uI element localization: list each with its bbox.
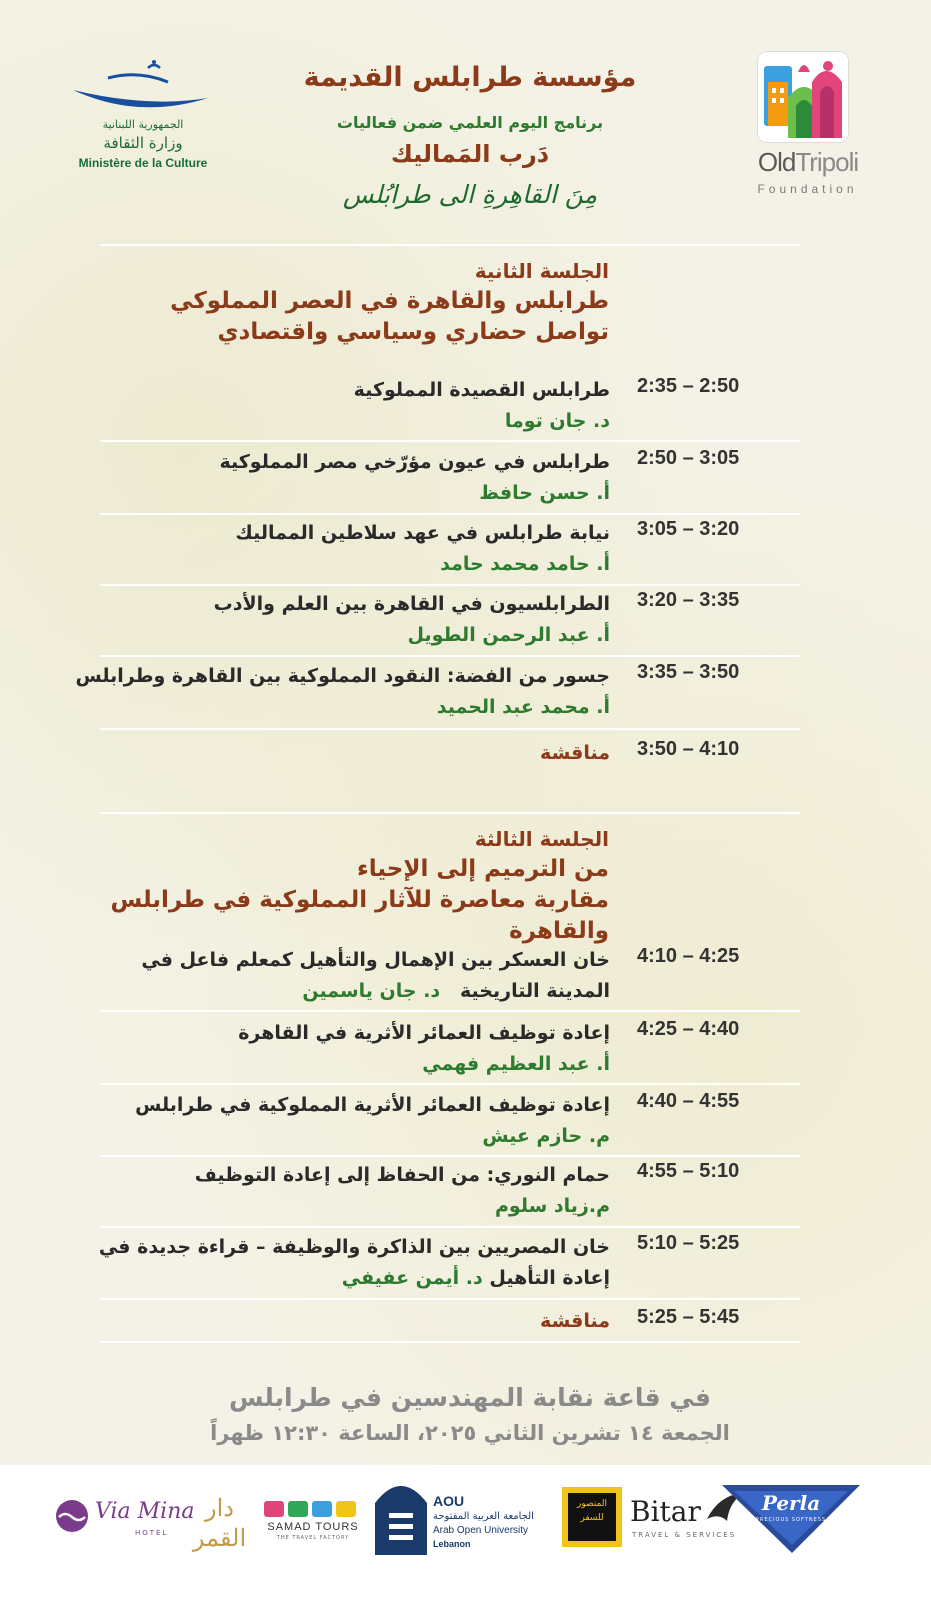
time-slot: 3:20 – 3:35	[637, 589, 740, 611]
aou-logo	[375, 1473, 555, 1563]
foundation-subtitle: Foundation	[757, 182, 858, 196]
ministry-logo	[68, 60, 218, 180]
bitar-sub: TRAVEL & SERVICES	[632, 1531, 737, 1539]
speaker-name: د. جان ياسمين	[302, 980, 441, 1002]
speaker-name: أ. عبد العظيم فهمي	[422, 1053, 610, 1075]
divider	[100, 513, 800, 515]
foundation-name-tripoli: Tripoli	[795, 147, 859, 177]
perla-sub: PRECIOUS SOFTNESS	[755, 1517, 827, 1523]
speaker-name: أ. عبد الرحمن الطويل	[407, 624, 610, 646]
talk-title-text: الطرابلسيون في القاهرة بين العلم والأدب	[213, 593, 610, 615]
ministry-arabic-name: وزارة الثقافة	[103, 134, 183, 152]
session-3-title-line2: مقاربة معاصرة للآثار المملوكية في طرابلس والقاهرة	[110, 887, 609, 944]
talk-title-text: طرابلس في عيون مؤرّخي مصر المملوكية	[219, 451, 610, 473]
page-subtitle: برنامج اليوم العلمي ضمن فعاليات	[336, 113, 604, 132]
ministry-emblem-icon	[68, 60, 218, 115]
session-3-header	[89, 824, 609, 947]
dar-name: دار القمر	[192, 1494, 247, 1552]
sponsor-bar	[0, 1465, 931, 1600]
samad-tours-logo	[258, 1499, 368, 1544]
talk-title-text: جسور من الفضة: النقود المملوكية بين القاهرة وطرابلس	[75, 665, 610, 687]
foundation-name-old: Old	[757, 147, 796, 177]
speaker-name: د. جان توما	[504, 410, 610, 432]
time-slot: 5:10 – 5:25	[637, 1232, 740, 1254]
session-3-title-line1: من الترميم إلى الإحياء	[356, 856, 609, 882]
session-2-label: الجلسة الثانية	[474, 259, 609, 283]
talk-title	[70, 661, 610, 723]
venue-text: في قاعة نقابة المهندسين في طرابلس	[229, 1383, 711, 1412]
speaker-name: أ. حسن حافظ	[479, 482, 610, 504]
speaker-name: م. حازم عيش	[482, 1125, 610, 1147]
talk-title-text: خان العسكر بين الإهمال والتأهيل كمعلم فاعل في	[141, 949, 610, 971]
session-3-label: الجلسة الثالثة	[474, 827, 609, 851]
divider	[100, 1010, 800, 1012]
time-slot: 2:50 – 3:05	[637, 447, 740, 469]
session-2-header	[89, 256, 609, 348]
talk-title	[90, 1090, 610, 1152]
divider	[100, 1341, 800, 1343]
sponsor-5-logo	[562, 1487, 622, 1547]
aou-emblem-icon	[375, 1477, 427, 1555]
talk-title	[90, 1232, 610, 1294]
ministry-french-name: Ministère de la Culture	[78, 156, 208, 170]
page-title: مؤسسة طرابلس القديمة	[303, 62, 637, 93]
talk-title-text: إعادة توظيف العمائر الأثرية في القاهرة	[238, 1022, 610, 1044]
talk-title	[90, 518, 610, 580]
divider	[100, 1226, 800, 1228]
time-slot: 3:50 – 4:10	[637, 738, 740, 760]
speaker-name: د. أيمن عفيفي	[341, 1267, 483, 1289]
via-mina-logo	[55, 1495, 195, 1545]
old-tripoli-emblem-icon	[758, 52, 848, 142]
discussion-label: مناقشة	[540, 1310, 610, 1332]
date-text: الجمعة ١٤ تشرين الثاني ٢٠٢٥، الساعة ١٢:٣٠ ظهراً	[210, 1421, 730, 1445]
time-slot: 3:35 – 3:50	[637, 661, 740, 683]
dar-logo	[192, 1483, 247, 1563]
bitar-name: Bitar	[630, 1495, 701, 1528]
time-slot: 4:55 – 5:10	[637, 1160, 740, 1182]
time-slot: 4:10 – 4:25	[637, 945, 740, 967]
samad-tours-sub: THE TRAVEL FACTORY	[276, 1535, 350, 1541]
divider	[100, 440, 800, 442]
via-mina-icon	[55, 1499, 89, 1533]
event-tagline: مِنَ القاهِرةِ الى طرابُلس	[342, 180, 598, 209]
perla-name: Perla	[761, 1491, 821, 1515]
talk-title-text: خان المصريين بين الذاكرة والوظيفة – قراءة جديدة في	[98, 1236, 610, 1258]
divider	[100, 1298, 800, 1300]
sponsor-5-name: المنصور للسفر	[577, 1499, 607, 1523]
aou-abbr: AOU	[433, 1493, 465, 1509]
samad-tours-icon	[264, 1499, 364, 1519]
divider	[100, 1155, 800, 1157]
time-slot: 3:05 – 3:20	[637, 518, 740, 540]
speaker-name: م.زياد سلوم	[495, 1195, 610, 1217]
aou-english: Arab Open University	[433, 1525, 529, 1536]
talk-title-text: طرابلس القصيدة المملوكية	[353, 379, 610, 401]
header	[0, 0, 931, 250]
via-mina-name: Via Mina	[95, 1499, 195, 1524]
talk-title-text: حمام النوري: من الحفاظ إلى إعادة التوظيف	[194, 1164, 610, 1186]
speaker-name: أ. محمد عبد الحميد	[436, 696, 610, 718]
session-2-title-line2: تواصل حضاري وسياسي واقتصادي	[217, 319, 609, 345]
session-2-title-line1: طرابلس والقاهرة في العصر المملوكي	[170, 288, 609, 314]
time-slot: 4:25 – 4:40	[637, 1018, 740, 1040]
speaker-name: أ. حامد محمد حامد	[440, 553, 610, 575]
talk-title	[90, 589, 610, 651]
divider	[100, 728, 800, 730]
event-name: دَرب المَماليك	[390, 140, 550, 168]
talk-title	[90, 1018, 610, 1080]
talk-title-text: إعادة توظيف العمائر الأثرية المملوكية في طرابلس	[135, 1094, 610, 1116]
time-slot: 4:40 – 4:55	[637, 1090, 740, 1112]
time-slot: 5:25 – 5:45	[637, 1306, 740, 1328]
aou-arabic: الجامعة العربية المفتوحة	[433, 1511, 534, 1522]
samad-tours-name: SAMAD TOURS	[267, 1521, 359, 1533]
old-tripoli-logo	[755, 52, 865, 202]
divider	[100, 584, 800, 586]
talk-title-text: نيابة طرابلس في عهد سلاطين المماليك	[235, 522, 610, 544]
discussion-label: مناقشة	[540, 742, 610, 764]
talk-title	[90, 447, 610, 509]
divider	[100, 655, 800, 657]
aou-country: Lebanon	[433, 1539, 471, 1549]
ministry-arabic-country: الجمهورية اللبنانية	[102, 118, 184, 131]
divider	[100, 812, 800, 814]
divider	[100, 1083, 800, 1085]
via-mina-sub: HOTEL	[135, 1529, 169, 1537]
foundation-name	[743, 147, 873, 178]
talk-title-text: إعادة التأهيل	[489, 1267, 610, 1289]
talk-title-text: المدينة التاريخية	[460, 980, 610, 1002]
time-slot: 2:35 – 2:50	[637, 375, 740, 397]
divider	[100, 244, 800, 246]
perla-logo	[722, 1481, 860, 1556]
talk-title	[90, 1160, 610, 1222]
talk-title	[90, 945, 610, 1007]
talk-title	[90, 375, 610, 437]
